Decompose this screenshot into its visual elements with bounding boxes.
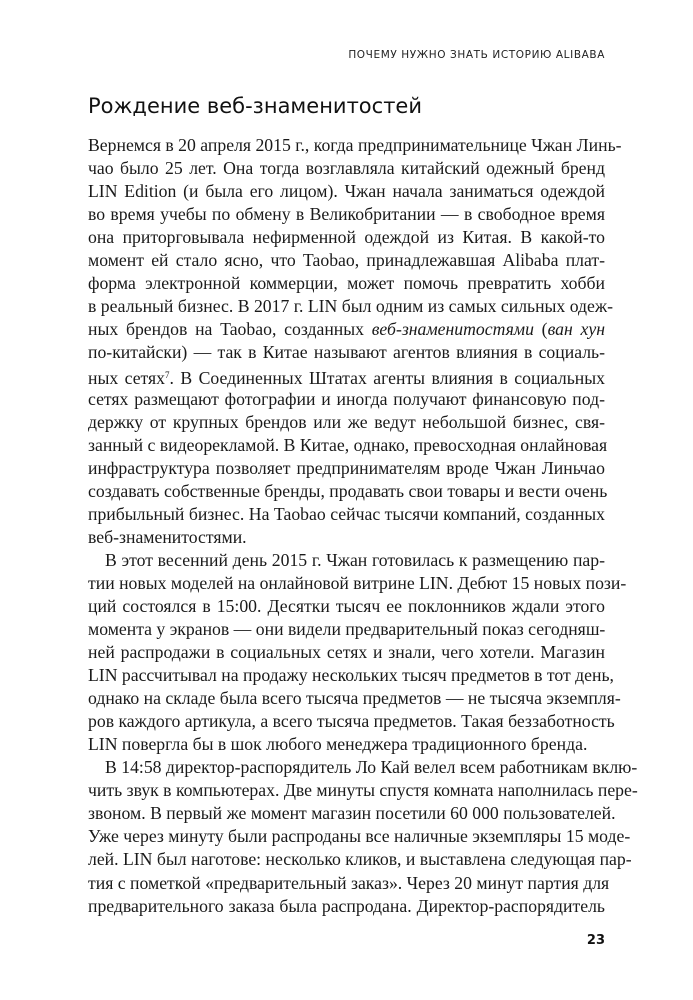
text-line: она приторговывала нефирменной одеждой из Китая. В какой-то [88, 227, 605, 248]
text-line: В этот весенний день 2015 г. Чжан готовилась к размещению пар- [105, 549, 605, 570]
text-line: LIN повергла бы в шок любого менеджера традиционного бренда. [88, 734, 588, 755]
text-line: ней распродажи в социальных сетях и знали, чего хотели. Магазин [88, 642, 605, 663]
text-line: чить звук в компьютерах. Две минуты спустя комната наполнилась пере- [88, 780, 638, 801]
body-text [88, 134, 638, 918]
text-line: звоном. В первый же момент магазин посетили 60 000 пользователей. [88, 803, 616, 824]
text-line [88, 318, 605, 341]
text-line: веб-знаменитостями. [88, 526, 247, 547]
text-line: по-китайски) — так в Китае называют агентов влияния в социаль- [88, 342, 605, 363]
italic-term: веб-знаменитостями [371, 319, 534, 340]
text-line: чао было 25 лет. Она тогда возглавляла китайский одежный бренд [88, 158, 605, 179]
text-line: Вернемся в 20 апреля 2015 г., когда предпринимательнице Чжан Линь- [88, 135, 622, 155]
text-line [88, 364, 605, 387]
text-run: ных брендов на Taobao, созданных [88, 319, 372, 340]
text-line: Уже через минуту были распроданы все наличные экземпляры 15 моде- [88, 826, 631, 847]
italic-term: ван хун [547, 319, 605, 340]
text-line: инфраструктура позволяет предпринимателям вроде Чжан Линьчао [88, 457, 605, 478]
text-run: . В Соединенных Штатах агенты влияния в социальных [169, 368, 606, 389]
text-line: тии новых моделей на онлайновой витрине LIN. Дебют 15 новых пози- [88, 572, 627, 593]
section-title: Рождение веб-знаменитостей [88, 94, 423, 118]
text-line: сетях размещают фотографии и иногда получают финансовую под- [88, 388, 605, 409]
text-line: тия с пометкой «предварительный заказ». Через 20 минут партия для [88, 872, 610, 893]
text-line: предварительного заказа была распродана. Директор-распорядитель [88, 895, 605, 916]
text-line: LIN рассчитывал на продажу нескольких тысяч предметов в тот день, [88, 665, 614, 686]
text-run: ( [533, 319, 548, 340]
text-line: момент ей стало ясно, что Taobao, принадлежавшая Alibaba плат- [88, 250, 605, 271]
text-line: занный с видеорекламой. В Китае, однако, превосходная онлайновая [88, 434, 608, 455]
text-line: момента у экранов — они видели предварительный показ сегодняш- [88, 618, 606, 639]
text-line: однако на складе была всего тысяча предметов — не тысяча экземпля- [88, 688, 621, 709]
text-run: ных сетях [88, 368, 166, 389]
text-line: прибыльный бизнес. На Taobao сейчас тысячи компаний, созданных [88, 503, 605, 524]
text-line: держку от крупных брендов или же ведут небольшой бизнес, свя- [88, 411, 605, 432]
footnote-marker: 7 [165, 370, 170, 381]
page-number: 23 [586, 933, 605, 948]
text-line: во время учебы по обмену в Великобритании — в свободное время [88, 204, 605, 225]
text-line: форма электронной коммерции, может помочь превратить хобби [88, 273, 605, 294]
text-line: В 14:58 директор-распорядитель Ло Кай велел всем работникам вклю- [105, 757, 638, 778]
text-line: ций состоялся в 15:00. Десятки тысяч ее поклонников ждали этого [88, 595, 605, 616]
text-line: в реальный бизнес. В 2017 г. LIN был одним из самых сильных одеж- [88, 296, 613, 317]
text-line: лей. LIN был наготове: несколько кликов, и выставлена следующая пар- [88, 849, 632, 870]
running-header: ПОЧЕМУ НУЖНО ЗНАТЬ ИСТОРИЮ ALIBABA [348, 49, 605, 61]
text-line: ров каждого артикула, а всего тысяча предметов. Такая беззаботность [88, 711, 615, 732]
text-line: LIN Edition (и была его лицом). Чжан начала заниматься одеждой [88, 181, 605, 202]
text-line: создавать собственные бренды, продавать свои товары и вести очень [88, 480, 608, 501]
